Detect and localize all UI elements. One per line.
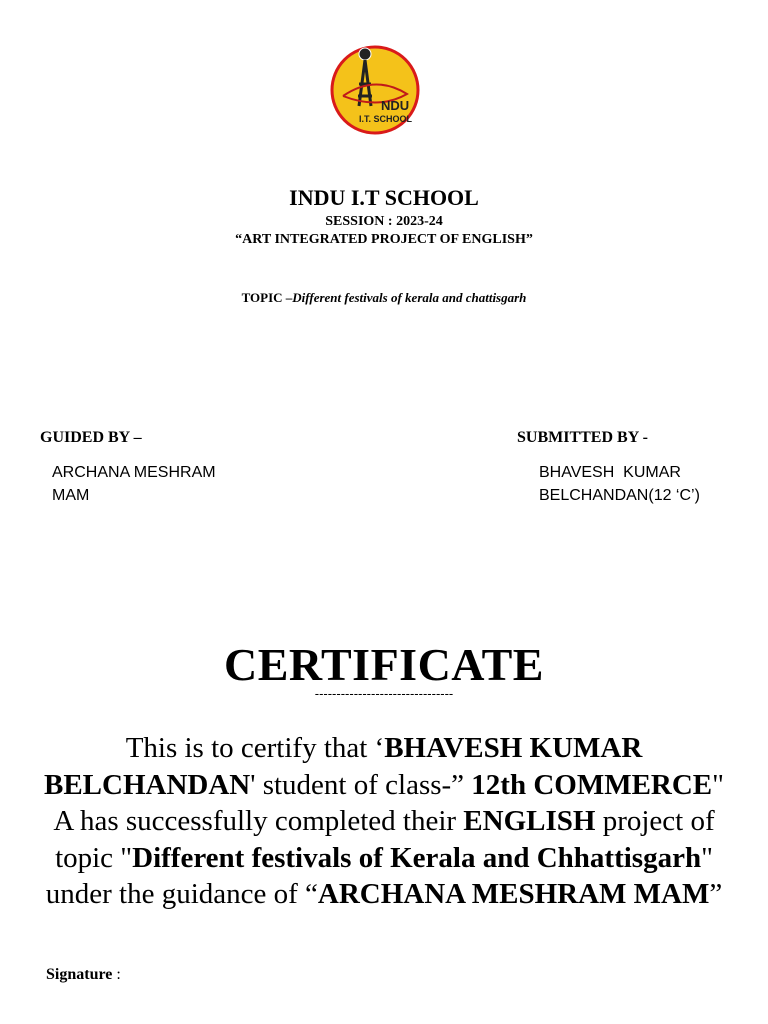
logo-text-ndu: NDU xyxy=(381,98,410,113)
student-name-line2: BELCHANDAN(12 ‘C’) xyxy=(539,487,700,504)
cert-subject: ENGLISH xyxy=(463,805,596,837)
student-name-line1: BHAVESH KUMAR xyxy=(539,464,681,481)
certificate-title: CERTIFICATE xyxy=(224,639,544,690)
cert-class: 12th COMMERCE xyxy=(471,768,713,801)
cert-student-name: BHAVESH KUMAR BELCHANDAN xyxy=(43,732,643,801)
cert-text-2: ' student of class-” xyxy=(250,768,472,801)
topic-text: Different festivals of kerala and chattisgarh xyxy=(292,290,527,305)
topic-label: TOPIC – xyxy=(241,290,293,305)
certificate-body xyxy=(40,730,728,913)
school-logo xyxy=(329,44,421,136)
session-text: SESSION : 2023-24 xyxy=(325,214,443,229)
guide-name-line2: MAM xyxy=(52,487,90,504)
cert-guide: ARCHANA MESHRAM MAM xyxy=(317,878,710,910)
school-name: INDU I.T SCHOOL xyxy=(289,185,479,210)
cert-text-4: project of topic " xyxy=(55,805,715,874)
signature-label: Signature xyxy=(46,966,113,983)
guided-by-heading: GUIDED BY – xyxy=(40,429,142,446)
signature-line xyxy=(46,966,121,984)
submitted-by-heading: SUBMITTED BY - xyxy=(517,429,648,446)
logo-text-school: I.T. SCHOOL xyxy=(359,114,413,124)
cert-text-5: " under the guidance of “ xyxy=(45,841,713,910)
certificate-dashed-rule: -------------------------------- xyxy=(314,686,454,701)
cert-text-6: ” xyxy=(709,878,723,910)
logo-globe-icon xyxy=(359,48,371,60)
guide-name-line1: ARCHANA MESHRAM xyxy=(52,464,216,481)
topic-line xyxy=(0,290,768,306)
student-name xyxy=(539,461,739,507)
project-title: “ART INTEGRATED PROJECT OF ENGLISH” xyxy=(235,232,533,247)
signature-colon: : xyxy=(112,966,121,983)
cert-text-3: " A has successfully completed their xyxy=(53,768,724,837)
guide-name xyxy=(52,461,242,507)
cert-topic: Different festivals of Kerala and Chhattisgarh xyxy=(132,841,702,874)
cert-text-1: This is to certify that ‘ xyxy=(125,732,385,764)
